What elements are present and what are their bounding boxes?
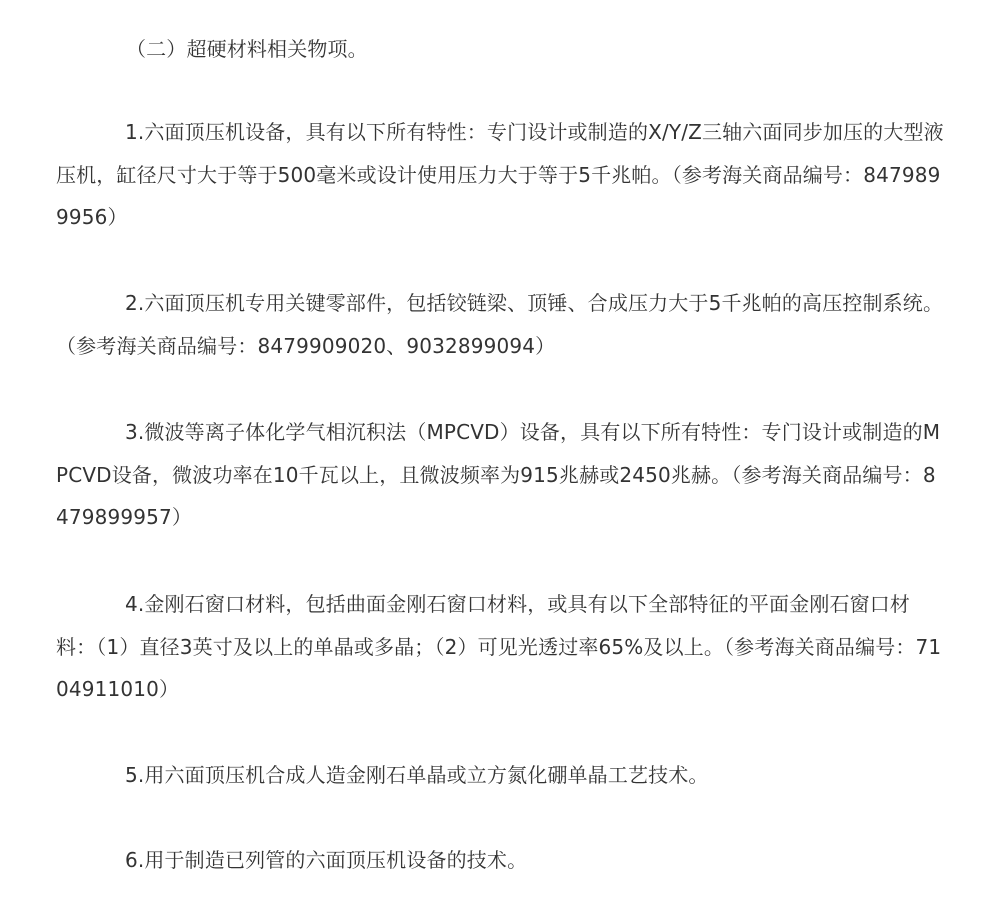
item-5-paragraph: 5.用六面顶压机合成人造金刚石单晶或立方氮化硼单晶工艺技术。 [125,763,709,787]
section-heading: （二）超硬材料相关物项。 [126,37,368,61]
item-4-paragraph: 4.金刚石窗口材料，包括曲面金刚石窗口材料，或具有以下全部特征的平面金刚石窗口材料：（1）直径3英寸及以上的单晶或多晶；（2）可见光透过率65%及以上。（参考海关商品编号：7104911010） [56,592,942,701]
item-1-paragraph: 1.六面顶压机设备，具有以下所有特性：专门设计或制造的X/Y/Z三轴六面同步加压的大型液压机，缸径尺寸大于等于500毫米或设计使用压力大于等于5千兆帕。（参考海关商品编号：8479899956） [56,120,944,229]
item-2-paragraph: 2.六面顶压机专用关键零部件，包括铰链梁、顶锤、合成压力大于5千兆帕的高压控制系统。（参考海关商品编号：8479909020、9032899094） [56,291,944,358]
item-3-paragraph: 3.微波等离子体化学气相沉积法（MPCVD）设备，具有以下所有特性：专门设计或制造的MPCVD设备，微波功率在10千瓦以上，且微波频率为915兆赫或2450兆赫。（参考海关商品编号：8479899957） [56,420,941,529]
item-6-paragraph: 6.用于制造已列管的六面顶压机设备的技术。 [125,848,528,872]
